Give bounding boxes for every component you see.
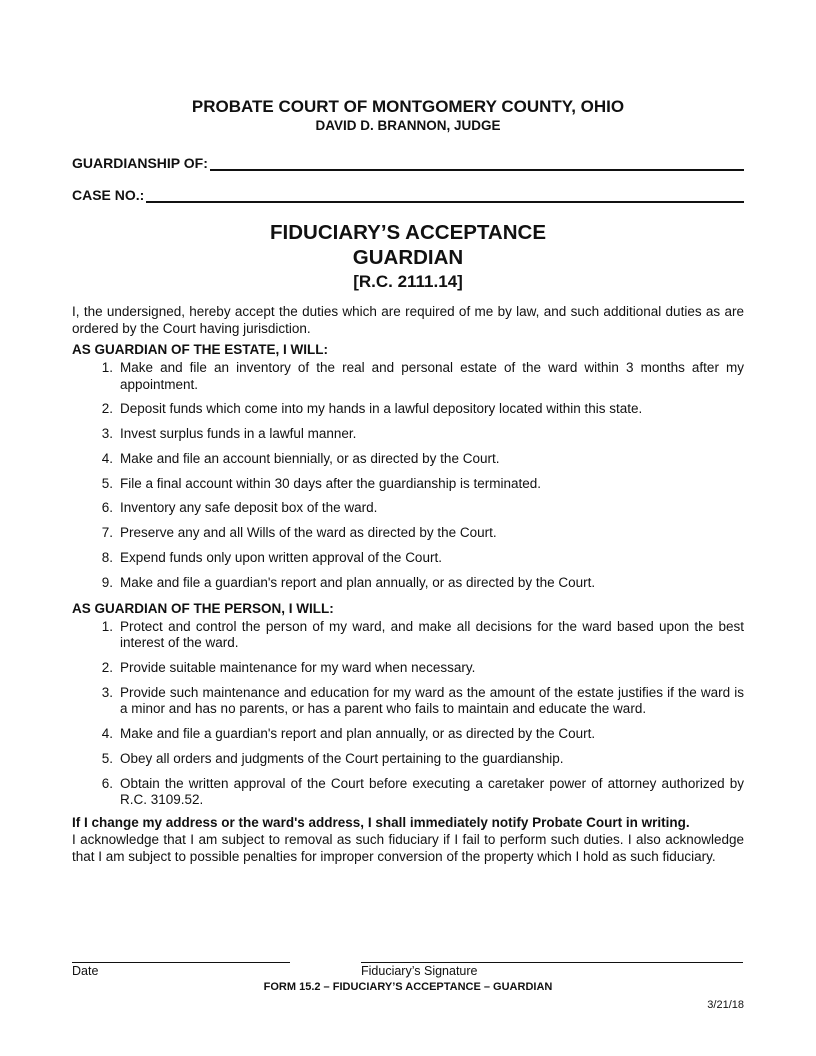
- list-item: [72, 726, 744, 743]
- item-number: 6.: [101, 500, 113, 516]
- list-item: [72, 776, 744, 809]
- item-number: 9.: [101, 574, 113, 590]
- list-item: [72, 451, 744, 468]
- item-number: 1.: [101, 360, 113, 375]
- item-text: Invest surplus funds in a lawful manner.: [120, 426, 357, 442]
- list-item: [72, 751, 744, 768]
- form-footer: FORM 15.2 – FIDUCIARY’S ACCEPTANCE – GUARDIAN: [263, 981, 553, 993]
- item-text: Preserve any and all Wills of the ward as directed by the Court.: [120, 525, 497, 541]
- person-heading: AS GUARDIAN OF THE PERSON, I WILL:: [72, 600, 334, 616]
- item-text: Obtain the written approval of the Court before executing a caretaker power of attorney authorized by R.C. 3109.52.: [120, 775, 744, 808]
- item-text: Provide suitable maintenance for my ward when necessary.: [120, 659, 476, 675]
- guardianship-label: GUARDIANSHIP OF:: [72, 155, 208, 171]
- item-number: 2.: [101, 659, 113, 675]
- item-text: Make and file a guardian's report and plan annually, or as directed by the Court.: [120, 726, 596, 742]
- list-item: [72, 619, 744, 652]
- fiduciary-signature-label: Fiduciary’s Signature: [361, 964, 478, 978]
- estate-duties-list: [72, 360, 744, 591]
- list-item: [72, 500, 744, 517]
- list-item: [72, 660, 744, 677]
- acknowledgment-paragraph: I acknowledge that I am subject to removal as such fiduciary if I fail to perform such duties. I also acknowledge that I am subject to possible penalties for improper conversion of the property which I hold as such fiduciary.: [72, 831, 744, 864]
- item-text: Obey all orders and judgments of the Court pertaining to the guardianship.: [120, 750, 564, 766]
- item-text: Make and file an inventory of the real and personal estate of the ward within 3 months after my appointment.: [120, 360, 744, 392]
- person-duties-list: [72, 619, 744, 809]
- list-item: [72, 550, 744, 567]
- item-text: Provide such maintenance and education for my ward as the amount of the estate justifies if the ward is a minor and has no parents, or has a parent who fails to maintain and educate the ward.: [120, 684, 744, 717]
- judge-name: DAVID D. BRANNON, JUDGE: [315, 118, 501, 133]
- case-number-label: CASE NO.:: [72, 187, 145, 203]
- list-item: [72, 685, 744, 718]
- item-text: Make and file an account biennially, or as directed by the Court.: [120, 450, 500, 466]
- list-item: [72, 360, 744, 393]
- date-label: Date: [72, 964, 99, 978]
- statute-reference: [R.C. 2111.14]: [353, 272, 463, 291]
- guardianship-field: [72, 155, 744, 171]
- item-number: 5.: [101, 750, 113, 766]
- item-number: 1.: [101, 618, 113, 634]
- list-item: [72, 575, 744, 592]
- form-title-line2: GUARDIAN: [352, 246, 464, 269]
- item-text: File a final account within 30 days after the guardianship is terminated.: [120, 475, 541, 491]
- item-number: 4.: [101, 450, 113, 466]
- form-page: [72, 96, 744, 865]
- item-text: Deposit funds which come into my hands in a lawful depository located within this state.: [120, 401, 643, 417]
- item-number: 3.: [101, 426, 113, 442]
- item-number: 2.: [101, 401, 113, 417]
- fiduciary-signature-line[interactable]: [361, 962, 743, 963]
- item-text: Expend funds only upon written approval of the Court.: [120, 550, 442, 566]
- item-text: Inventory any safe deposit box of the ward.: [120, 500, 378, 516]
- item-number: 4.: [101, 726, 113, 742]
- item-number: 5.: [101, 475, 113, 491]
- form-title-line1: FIDUCIARY’S ACCEPTANCE: [270, 221, 546, 244]
- address-change-notice: If I change my address or the ward's address, I shall immediately notify Probate Court in writing.: [72, 814, 690, 830]
- list-item: [72, 525, 744, 542]
- item-text: Make and file a guardian's report and plan annually, or as directed by the Court.: [120, 574, 596, 590]
- case-number-input-line[interactable]: [146, 187, 744, 203]
- intro-paragraph: I, the undersigned, hereby accept the duties which are required of me by law, and such additional duties as are ordered by the Court having jurisdiction.: [72, 304, 744, 336]
- item-number: 7.: [101, 525, 113, 541]
- guardianship-input-line[interactable]: [210, 155, 744, 171]
- form-title: [72, 220, 744, 270]
- list-item: [72, 401, 744, 418]
- revision-date: 3/21/18: [707, 999, 744, 1011]
- estate-heading: AS GUARDIAN OF THE ESTATE, I WILL:: [72, 342, 328, 357]
- item-number: 6.: [101, 775, 113, 791]
- date-signature-line[interactable]: [72, 962, 290, 963]
- item-text: Protect and control the person of my ward, and make all decisions for the ward based upon the best interest of the ward.: [120, 618, 744, 651]
- list-item: [72, 426, 744, 443]
- case-number-field: [72, 187, 744, 203]
- item-number: 8.: [101, 550, 113, 566]
- list-item: [72, 476, 744, 493]
- item-number: 3.: [101, 684, 113, 700]
- court-name: PROBATE COURT OF MONTGOMERY COUNTY, OHIO: [191, 97, 625, 116]
